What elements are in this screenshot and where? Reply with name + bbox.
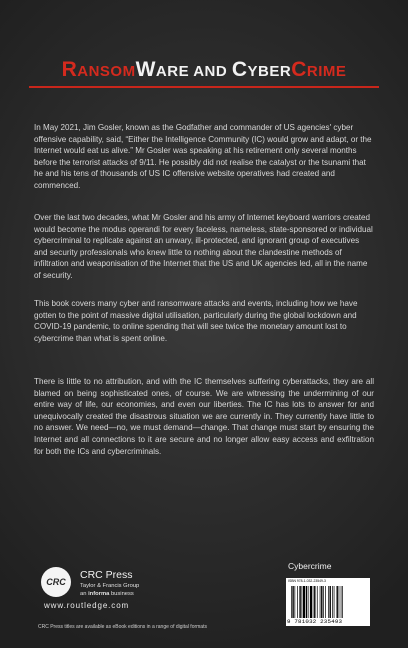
barcode-bars (290, 586, 366, 618)
crc-logo-icon: CRC (41, 567, 71, 597)
book-title (0, 58, 408, 82)
barcode-digits: 9 781032 235493 (287, 618, 343, 625)
title-part: W (135, 58, 156, 81)
title-underline (29, 86, 379, 88)
publisher-group: Taylor & Francis Group (80, 583, 140, 589)
blurb-paragraph-4: There is little to no attribution, and with the IC themselves suffering cyberattacks, they are all blamed on being sophisticated ones, of course. We are witnessing the undermining of our entire way of life, our economies, and even our liberties. The IC has lots to answer for and unequivocally created the disastrous situation we are currently in. They currently have little to no answer. We need—no, we must demand—change. That change must start by ensuring the Internet and all connections to it are secure and no longer allow easy access and exfiltration for both the ICs and cybercriminals. (34, 377, 374, 456)
subject-category: Cybercrime (288, 561, 332, 571)
business-prefix: an (80, 591, 89, 597)
title-part: R (61, 58, 78, 81)
title-part: RIME (306, 63, 347, 80)
business-suffix: business (109, 591, 134, 597)
blurb-paragraph-1: In May 2021, Jim Gosler, known as the Godfather and commander of US agencies' cyber offensive capability, said, “Either the Intelligence Community (IC) would grow and adapt, or the Internet would eat us alive.” Mr Gosler was speaking at his retirement only several months before the terrorist attacks of 9/11. He possibly did not realise the catalyst or the tsunami that he and his tens of thousands of US IC offensive website operatives had created and commenced. (34, 123, 372, 190)
title-part: ANSOM (77, 63, 136, 80)
informa-brand: informa (88, 591, 110, 597)
ebook-note: CRC Press titles are available as eBook editions in a range of digital formats (38, 624, 207, 630)
isbn-barcode (286, 578, 370, 626)
isbn-number: ISBN 978-1-032-23549-3 (288, 579, 326, 583)
publisher-website: www.routledge.com (44, 601, 130, 610)
title-part: YBER (247, 63, 292, 80)
blurb-paragraph-2: Over the last two decades, what Mr Gosler and his army of Internet keyboard warriors created would become the modus operandi for every faceless, nameless, state-sponsored or individual cybercriminal to replicate against an unwary, ill-protected, and ignorant group of executives and security professionals who knew little to nothing about the clandestine methods of infiltration and weaponisation of the Internet that the US and UK agencies led, all in the name of security. (34, 213, 373, 280)
title-part: ARE AND (155, 63, 232, 80)
title-part: C (291, 58, 307, 81)
publisher-name: CRC Press (80, 569, 133, 581)
blurb-paragraph-3: This book covers many cyber and ransomware attacks and events, including how we have gotten to the point of massive digital utilisation, particularly during the global lockdown and COVID-19 pandemic, to online spending that will see twice the monetary amount lost to cybercrime than what is spent online. (34, 299, 358, 343)
title-part: C (231, 58, 248, 81)
publisher-business-line (80, 591, 134, 597)
